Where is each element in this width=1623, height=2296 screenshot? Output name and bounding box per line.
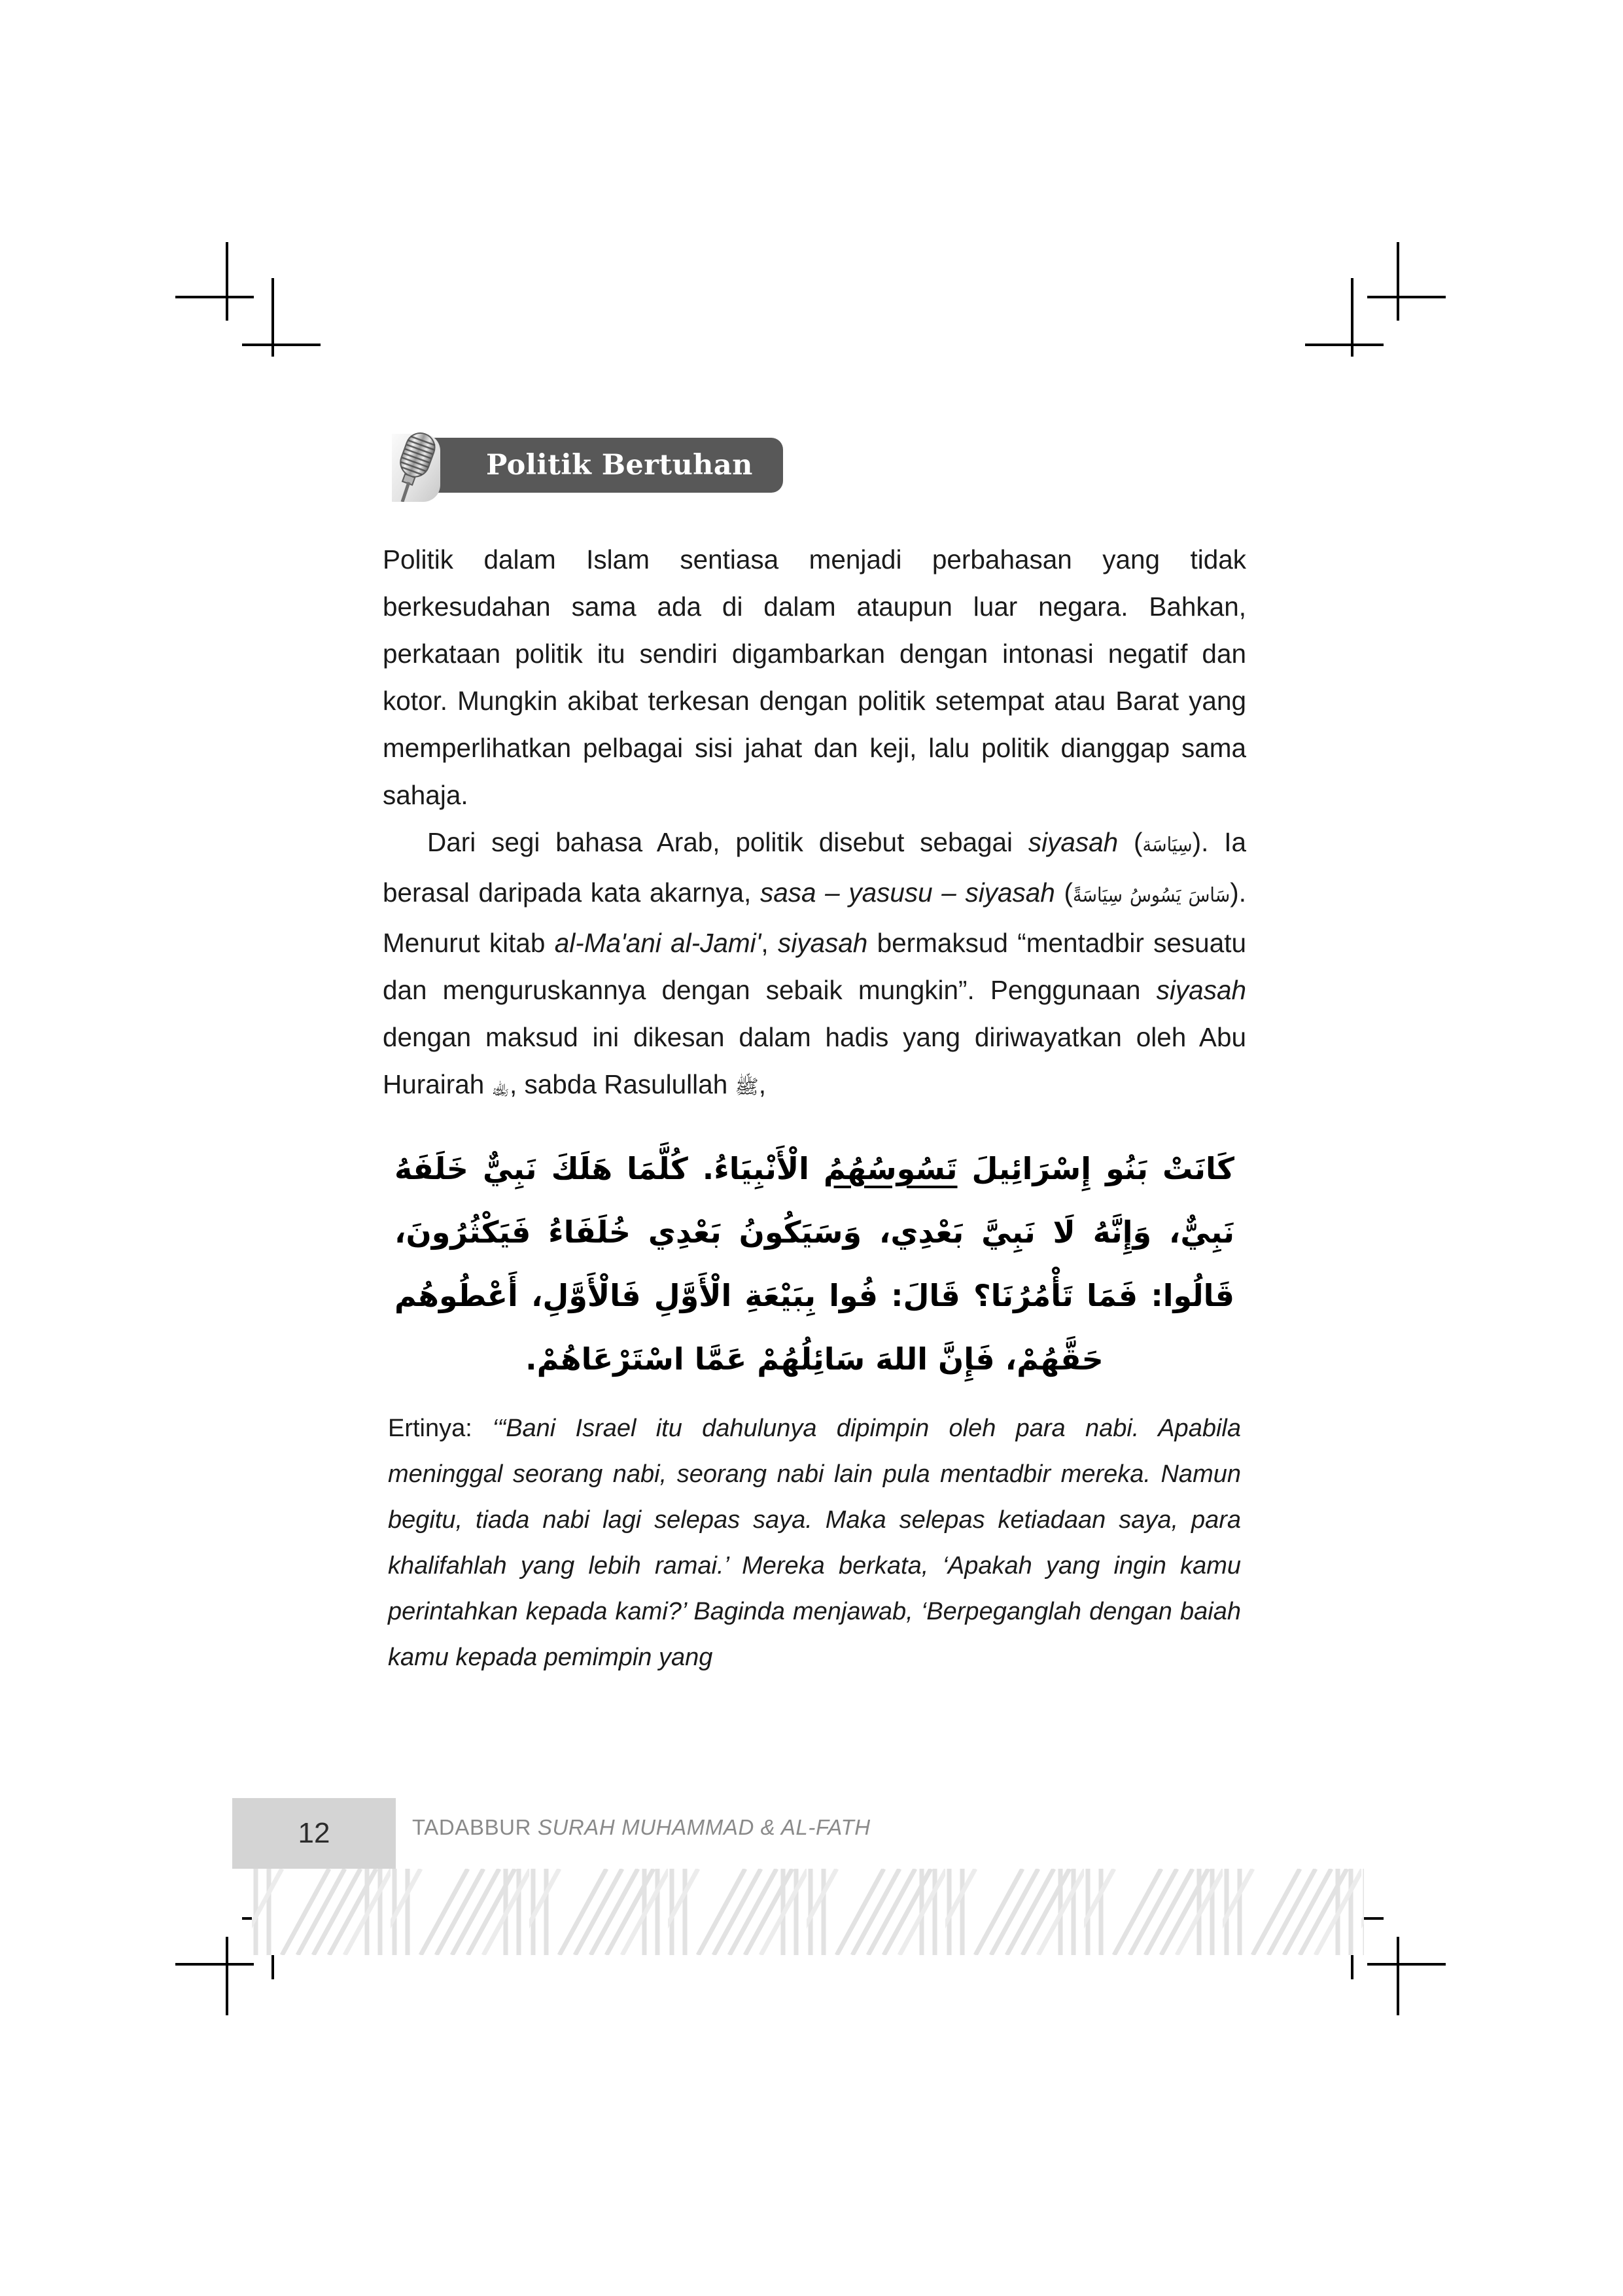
running-header-title: SURAH MUHAMMAD & AL-FATH — [537, 1815, 871, 1839]
p2-term-root: sasa – yasusu – siyasah — [759, 877, 1055, 908]
p2-arabic-siyasah: سِيَاسَة — [1142, 834, 1193, 857]
translation-label: Ertinya: — [388, 1415, 493, 1442]
p2-text-2: ). Ia berasal daripada kata akarnya, — [383, 827, 1246, 908]
crop-mark-top-right-inner-vertical — [1351, 278, 1353, 357]
running-header — [412, 1815, 871, 1840]
crop-mark-top-left-inner-vertical — [271, 278, 274, 357]
paragraph-etymology: Dari segi bahasa Arab, politik disebut sebagai siyasah (سِيَاسَة). Ia berasal daripada kata akarnya, sasa – yasusu – siyasah (سَاسَ يَسُوسُ سِيَاسَةً). Menurut kitab al-Ma'ani al-Jami', siyasah bermaksud “mentadbir sesuatu dan menguruskannya dengan sebaik mungkin”. Penggunaan siyasah dengan maksud ini dikesan dalam hadis yang diriwayatkan oleh Abu Hurairah ﵀, sabda Rasulullah ﷺ, — [383, 827, 1246, 1099]
hadith-translation — [383, 1405, 1246, 1680]
p2-text-4: , — [761, 928, 778, 958]
crop-mark-top-left-inner-horizontal — [242, 344, 321, 346]
p2-arabic-root: سَاسَ يَسُوسُ سِيَاسَةً — [1072, 884, 1230, 907]
running-header-prefix: TADABBUR — [412, 1815, 538, 1839]
honorific-sallallahu-alaihi-wasallam-icon: ﷺ — [735, 1076, 759, 1099]
hadith-rest: الْأَنْبِيَاءُ. كُلَّمَا هَلَكَ نَبِيٌّ خَلَفَهُ نَبِيٌّ، وَإِنَّهُ لَا نَبِيَّ بَعْدِي، وَسَيَكُونُ بَعْدِي خُلَفَاءُ فَيَكْثُرُونَ، قَالُوا: فَمَا تَأْمُرُنَا؟ قَالَ: فُوا بِبَيْعَةِ الْأَوَّلِ فَالْأَوَّلِ، أَعْطُوهُم حَقَّهُمْ، فَإِنَّ اللهَ سَائِلُهُمْ عَمَّا اسْتَرْعَاهُمْ. — [394, 1151, 1234, 1377]
hadith-line-1a: كَانَتْ بَنُو إِسْرَائِيلَ — [957, 1151, 1234, 1186]
p2-text-5: bermaksud “mentadbir sesuatu dan menguruskannya dengan sebaik mungkin”. Penggunaan — [383, 928, 1246, 1005]
section-header — [383, 429, 1246, 502]
section-badge — [414, 438, 783, 493]
hadith-underlined-word: تَسُوسُهُمُ — [823, 1151, 958, 1186]
page-number: 12 — [298, 1817, 330, 1849]
decorative-footer-band — [252, 1869, 1364, 1955]
crop-mark-top-left-horizontal — [175, 296, 254, 298]
p2-text-3: ). Menurut kitab — [383, 877, 1246, 958]
decorative-pattern — [252, 1869, 1364, 1955]
crop-mark-bottom-right-vertical — [1397, 1937, 1399, 2015]
p2-text-8: , — [758, 1069, 766, 1099]
p2-text-6: dengan maksud ini dikesan dalam hadis yang diriwayatkan oleh Abu Hurairah — [383, 1022, 1246, 1099]
page-footer — [0, 1798, 1623, 1870]
crop-mark-top-right-inner-horizontal — [1305, 344, 1384, 346]
p2-text-1: Dari segi bahasa Arab, politik disebut sebagai — [427, 827, 1028, 857]
p2-term-siyasah-3: siyasah — [1156, 975, 1246, 1005]
translation-text: ‘“Bani Israel itu dahulunya dipimpin oleh para nabi. Apabila meninggal seorang nabi, seorang nabi lain pula mentadbir mereka. Namun begitu, tiada nabi lagi selepas saya. Maka selepas ketiadaan saya, para khalifahlah yang lebih ramai.’ Mereka berkata, ‘Apakah yang ingin kamu perintahkan kepada kami?’ Baginda menjawab, ‘Berpeganglah dengan baiah kamu kepada pemimpin yang — [388, 1415, 1241, 1671]
p2-term-siyasah-1: siyasah — [1028, 827, 1119, 857]
microphone-icon — [383, 429, 451, 502]
p2-text-7: , sabda Rasulullah — [510, 1069, 735, 1099]
section-title: Politik Bertuhan — [486, 449, 753, 482]
paragraph-intro: Politik dalam Islam sentiasa menjadi perbahasan yang tidak berkesudahan sama ada di dalam ataupun luar negara. Bahkan, perkataan politik itu sendiri digambarkan dengan intonasi negatif dan kotor. Mungkin akibat terkesan dengan politik setempat atau Barat yang memperlihatkan pelbagai sisi jahat dan keji, lalu politik dianggap sama sahaja. — [383, 544, 1246, 810]
crop-mark-top-right-vertical — [1397, 242, 1399, 321]
crop-mark-top-left-vertical — [226, 242, 228, 321]
hadith-arabic-block — [383, 1137, 1246, 1391]
crop-mark-bottom-left-horizontal — [175, 1963, 254, 1966]
p2-term-siyasah-2: siyasah — [777, 928, 868, 958]
p2-book-title: al-Ma'ani al-Jami' — [554, 928, 761, 958]
page-content — [383, 429, 1246, 1680]
page-number-box — [232, 1798, 396, 1869]
honorific-radiyallahu-anhu-icon: ﵀ — [491, 1076, 510, 1099]
crop-mark-bottom-left-vertical — [226, 1937, 228, 2015]
crop-mark-bottom-right-horizontal — [1367, 1963, 1446, 1966]
crop-mark-top-right-horizontal — [1367, 296, 1446, 298]
